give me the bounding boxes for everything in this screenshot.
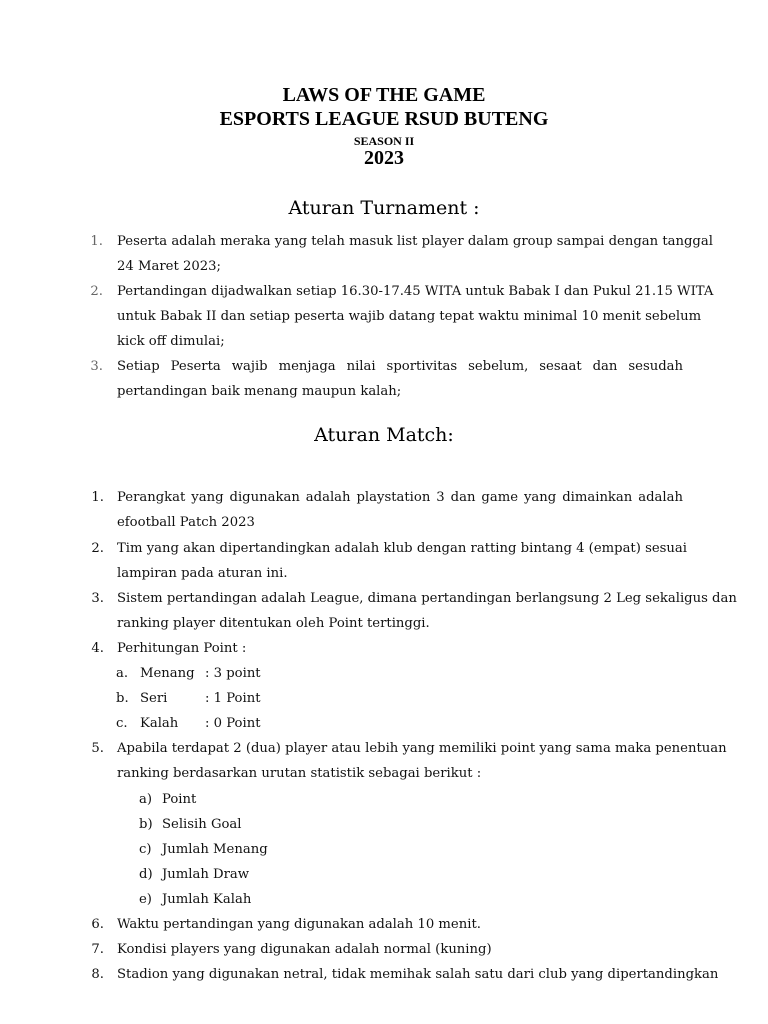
list-text-line: Sistem pertandingan adalah League, dimana pertandingan berlangsung 2 Leg sekaligus dan xyxy=(117,591,737,606)
list-number: 3. xyxy=(91,591,104,606)
sublist-label: Kalah xyxy=(140,716,179,731)
sublist-letter: c. xyxy=(116,716,128,731)
list-text-line: efootball Patch 2023 xyxy=(117,515,255,530)
list-text-line: Perhitungan Point : xyxy=(117,641,247,656)
list-text-line: 24 Maret 2023; xyxy=(117,259,221,274)
list-number: 2. xyxy=(91,541,104,556)
list-text-line: Stadion yang digunakan netral, tidak memihak salah satu dari club yang dipertandingkan xyxy=(117,967,719,982)
sublist-letter: e) xyxy=(139,892,152,907)
list-number: 1. xyxy=(91,490,104,505)
list-text-line: Apabila terdapat 2 (dua) player atau lebih yang memiliki point yang sama maka penentuan xyxy=(117,741,727,756)
doc-title-line1: LAWS OF THE GAME xyxy=(282,84,486,106)
list-text-line: pertandingan baik menang maupun kalah; xyxy=(117,384,402,399)
sublist-value: : 1 Point xyxy=(205,691,261,706)
list-text-line: untuk Babak II dan setiap peserta wajib datang tepat waktu minimal 10 menit sebelum xyxy=(117,309,702,324)
list-number: 1. xyxy=(90,234,103,249)
sublist-value: : 0 Point xyxy=(205,716,261,731)
sublist-letter: b. xyxy=(116,691,129,706)
list-number: 2. xyxy=(90,284,103,299)
list-text-line: Waktu pertandingan yang digunakan adalah 10 menit. xyxy=(117,917,481,932)
list-number: 6. xyxy=(91,917,104,932)
list-text-line: kick off dimulai; xyxy=(117,334,225,349)
list-number: 5. xyxy=(91,741,104,756)
list-number: 8. xyxy=(91,967,104,982)
section-heading-turnament: Aturan Turnament : xyxy=(288,197,480,219)
sublist-label: Jumlah Draw xyxy=(162,867,250,882)
list-text-line: Kondisi players yang digunakan adalah normal (kuning) xyxy=(117,942,492,957)
list-text-line: Setiap Peserta wajib menjaga nilai sportivitas sebelum, sesaat dan sesudah xyxy=(117,359,683,374)
sublist-label: Jumlah Menang xyxy=(162,842,268,857)
doc-season: SEASON II xyxy=(353,134,415,148)
list-text-line: Tim yang akan dipertandingkan adalah klub dengan ratting bintang 4 (empat) sesuai xyxy=(117,541,687,556)
list-text-line: Peserta adalah meraka yang telah masuk list player dalam group sampai dengan tanggal xyxy=(117,234,713,249)
sublist-letter: c) xyxy=(139,842,152,857)
list-text-line: ranking berdasarkan urutan statistik sebagai berikut : xyxy=(117,766,482,781)
doc-year: 2023 xyxy=(364,147,404,169)
sublist-label: Selisih Goal xyxy=(162,817,242,832)
sublist-label: Jumlah Kalah xyxy=(162,892,252,907)
sublist-label: Menang xyxy=(140,666,195,681)
list-number: 7. xyxy=(91,942,104,957)
list-number: 4. xyxy=(91,641,104,656)
sublist-letter: a) xyxy=(139,792,153,807)
sublist-letter: d) xyxy=(139,867,153,882)
sublist-value: : 3 point xyxy=(205,666,261,681)
section-heading-match: Aturan Match: xyxy=(314,424,454,446)
list-text-line: ranking player ditentukan oleh Point tertinggi. xyxy=(117,616,430,631)
sublist-label: Point xyxy=(162,792,197,807)
list-text-line: Perangkat yang digunakan adalah playstation 3 dan game yang dimainkan adalah xyxy=(117,490,683,505)
sublist-label: Seri xyxy=(140,691,168,706)
list-number: 3. xyxy=(90,359,103,374)
list-text-line: Pertandingan dijadwalkan setiap 16.30-17.45 WITA untuk Babak I dan Pukul 21.15 WITA xyxy=(117,284,714,299)
sublist-letter: b) xyxy=(139,817,153,832)
doc-title-line2: ESPORTS LEAGUE RSUD BUTENG xyxy=(219,108,549,130)
sublist-letter: a. xyxy=(116,666,129,681)
list-text-line: lampiran pada aturan ini. xyxy=(117,566,288,581)
